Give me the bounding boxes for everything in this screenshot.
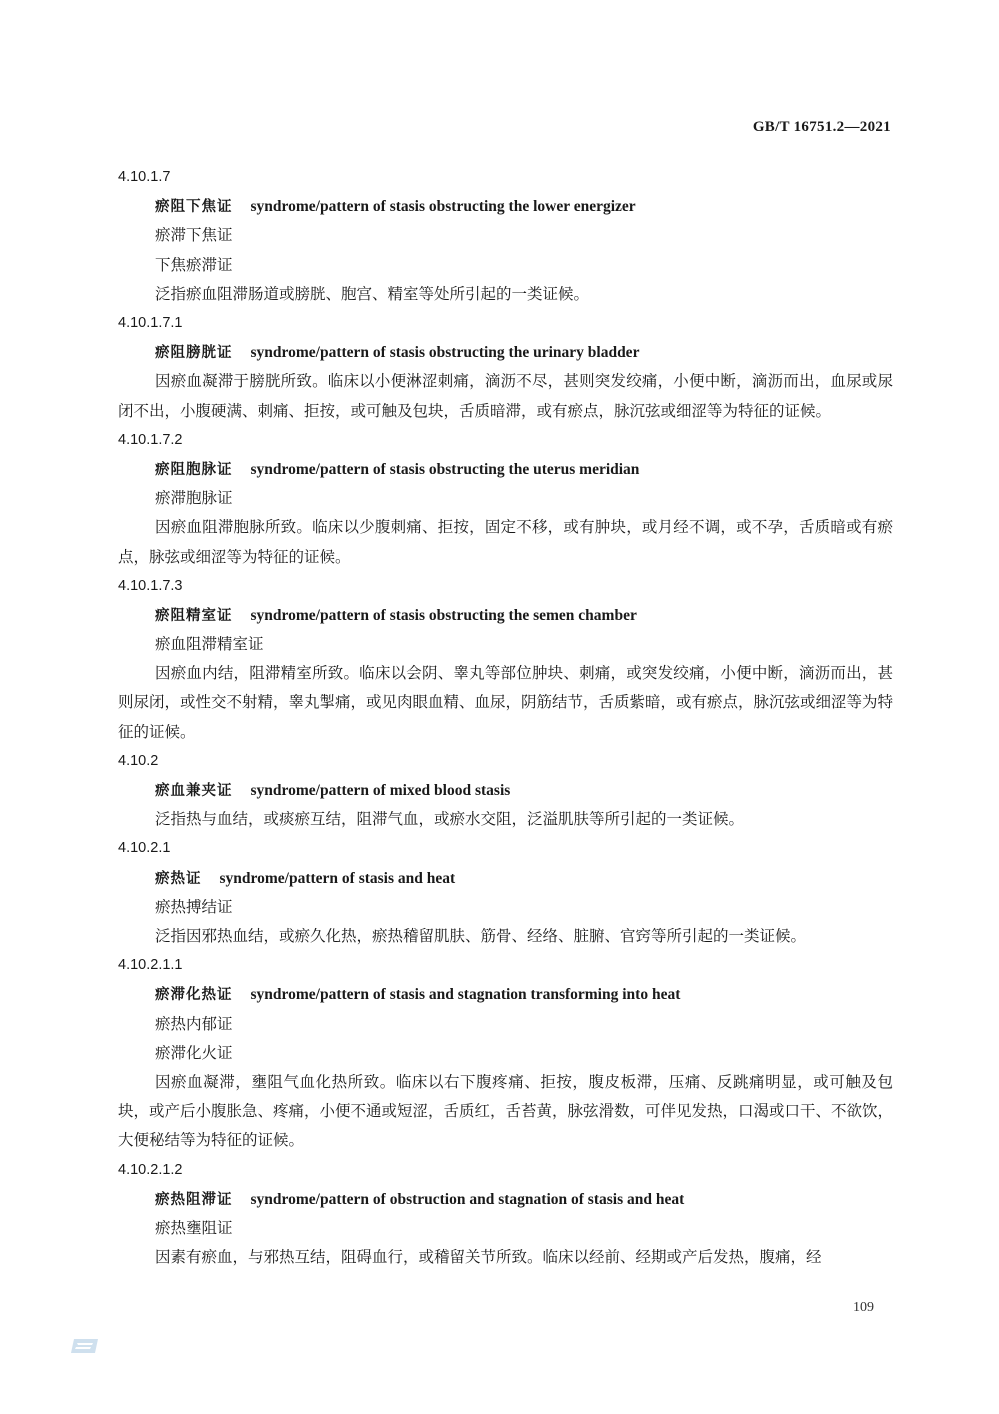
term-english: syndrome/pattern of stasis and heat: [219, 869, 456, 887]
term-heading: [118, 455, 893, 484]
term-heading: [118, 338, 893, 367]
clause-number: 4.10.1.7: [118, 169, 171, 185]
clause-number: 4.10.2.1.2: [118, 1161, 183, 1178]
page-number: 109: [853, 1300, 874, 1315]
term-english: syndrome/pattern of stasis obstructing the semen chamber: [250, 606, 637, 624]
definition: 因素有瘀血，与邪热互结，阻碍血行，或稽留关节所致。临床以经前、经期或产后发热，腹痛，经: [155, 1248, 822, 1267]
definition: 因瘀血阻滞胞脉所致。临床以少腹刺痛、拒按，固定不移，或有肿块，或月经不调，或不孕，舌质暗或有瘀点，脉弦或细涩等为特征的证候。: [118, 518, 893, 566]
term-chinese: 瘀阻胞脉证: [155, 461, 233, 478]
document-body: [118, 163, 893, 1272]
synonym: 瘀血阻滞精室证: [155, 635, 264, 654]
clause-number: 4.10.1.7.3: [118, 577, 183, 594]
term-chinese: 瘀热阻滞证: [155, 1191, 233, 1208]
term-chinese: 瘀阻膀胱证: [155, 345, 233, 362]
term-english: syndrome/pattern of stasis and stagnation transforming into heat: [250, 986, 681, 1004]
term-chinese: 瘀阻下焦证: [155, 199, 233, 216]
synonym: 瘀滞下焦证: [155, 226, 233, 245]
term-heading: [118, 601, 893, 630]
clause-number: 4.10.2.1.1: [118, 957, 183, 974]
term-english: syndrome/pattern of obstruction and stagnation of stasis and heat: [250, 1190, 685, 1208]
synonym: 瘀热壅阻证: [155, 1218, 233, 1237]
term-english: syndrome/pattern of stasis obstructing the uterus meridian: [250, 460, 640, 478]
synonym: 下焦瘀滞证: [155, 255, 233, 274]
term-chinese: 瘀滞化热证: [155, 987, 233, 1004]
clause-number: 4.10.2.1: [118, 840, 171, 857]
term-heading: [118, 192, 893, 221]
term-english: syndrome/pattern of stasis obstructing the lower energizer: [250, 198, 636, 216]
synonym: 瘀滞化火证: [155, 1043, 233, 1062]
definition: 因瘀血内结，阻滞精室所致。临床以会阴、睾丸等部位肿块、刺痛，或突发绞痛，小便中断，滴沥而出，甚则尿闭，或性交不射精，睾丸掣痛，或见肉眼血精、血尿，阴筋结节，舌质紫暗，或有瘀点，脉沉弦或细涩等为特征的证候。: [118, 664, 894, 741]
term-heading: [118, 864, 893, 893]
standard-code: GB/T 16751.2—2021: [752, 119, 891, 135]
clause-number: 4.10.1.7.1: [118, 314, 183, 331]
publisher-logo-icon: [71, 1335, 101, 1357]
definition: 泛指热与血结，或痰瘀互结，阻滞气血，或瘀水交阻，泛溢肌肤等所引起的一类证候。: [155, 810, 745, 829]
synonym: 瘀热搏结证: [155, 897, 233, 916]
term-english: syndrome/pattern of mixed blood stasis: [250, 782, 511, 800]
term-chinese: 瘀热证: [155, 870, 202, 887]
definition: 泛指瘀血阻滞肠道或膀胱、胞宫、精室等处所引起的一类证候。: [155, 284, 590, 303]
synonym: 瘀滞胞脉证: [155, 489, 233, 508]
term-chinese: 瘀阻精室证: [155, 607, 233, 624]
clause-number: 4.10.2: [118, 752, 159, 769]
definition: 因瘀血凝滞于膀胱所致。临床以小便淋涩刺痛，滴沥不尽，甚则突发绞痛，小便中断，滴沥而出，血尿或尿闭不出，小腹硬满、刺痛、拒按，或可触及包块，舌质暗滞，或有瘀点，脉沉弦或细涩等为特征的证候。: [118, 372, 893, 420]
term-english: syndrome/pattern of stasis obstructing the urinary bladder: [250, 344, 640, 362]
term-heading: [118, 1185, 893, 1214]
definition: 泛指因邪热血结，或瘀久化热，瘀热稽留肌肤、筋骨、经络、脏腑、官窍等所引起的一类证候。: [155, 927, 807, 946]
synonym: 瘀热内郁证: [155, 1014, 233, 1033]
term-heading: [118, 980, 893, 1009]
clause-number: 4.10.1.7.2: [118, 431, 183, 448]
term-chinese: 瘀血兼夹证: [155, 783, 233, 800]
term-heading: [118, 776, 893, 805]
definition: 因瘀血凝滞，壅阻气血化热所致。临床以右下腹疼痛、拒按，腹皮板滞，压痛、反跳痛明显，或可触及包块，或产后小腹胀急、疼痛，小便不通或短涩，舌质红，舌苔黄，脉弦滑数，可伴见发热，口渴或口干、不欲饮，大便秘结等为特征的证候。: [118, 1072, 894, 1150]
